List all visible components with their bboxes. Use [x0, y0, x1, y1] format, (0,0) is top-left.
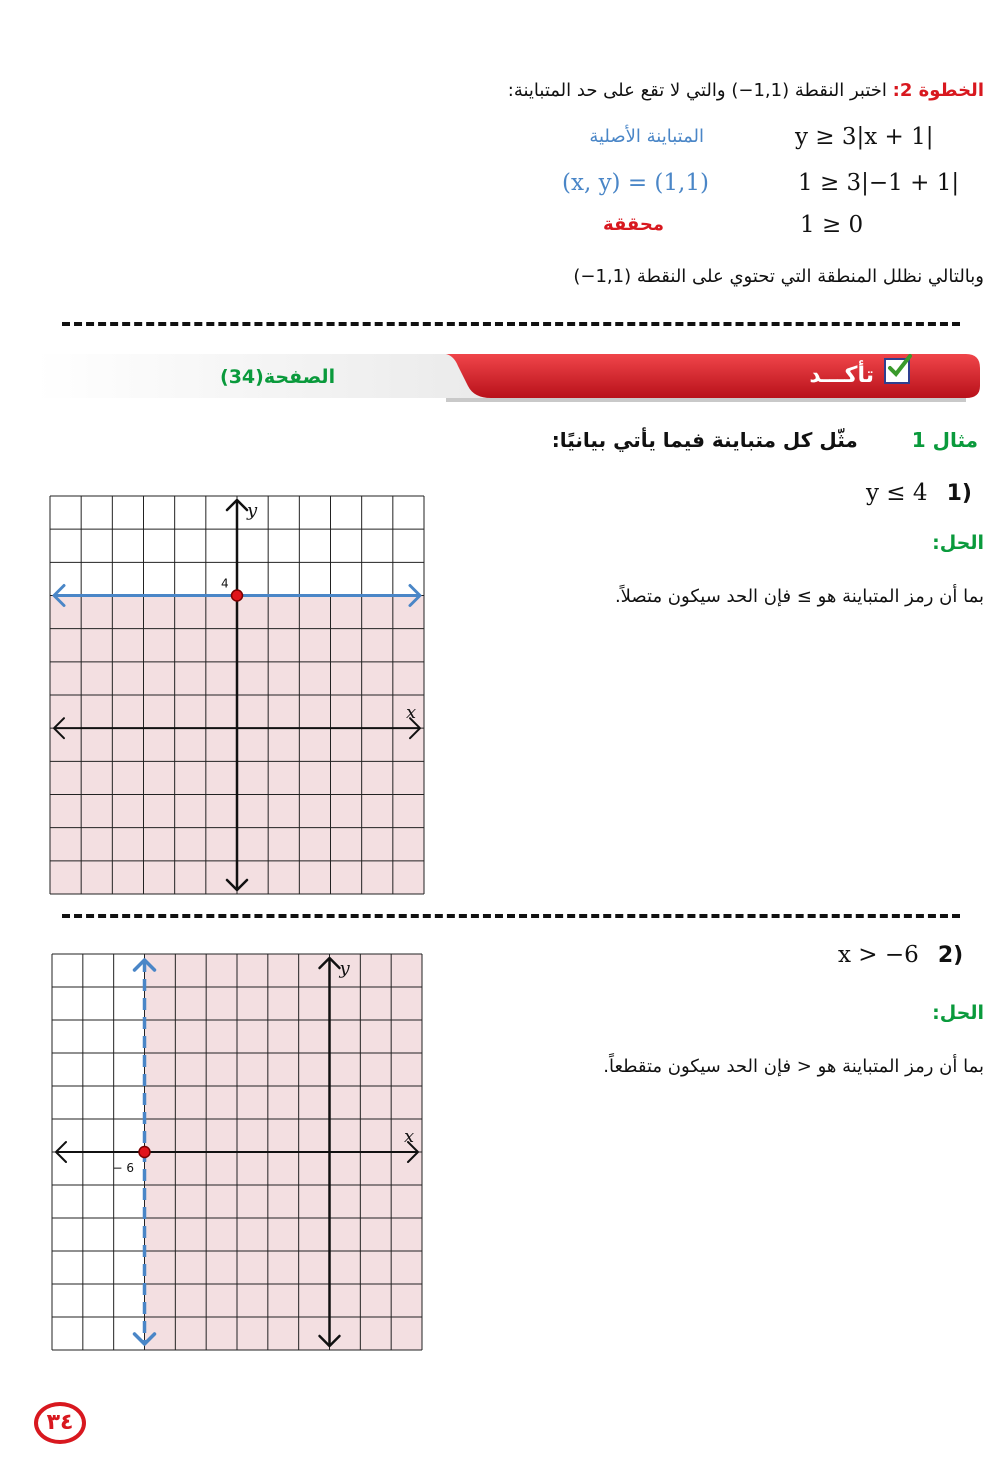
problem-2-explanation: بما أن رمز المتباينة هو < فإن الحد سيكون متقطعاً. [603, 1056, 984, 1077]
page-reference: الصفحة(34) [220, 366, 336, 388]
problem-2-number: 2) [937, 943, 964, 968]
dashed-separator-2 [62, 914, 960, 918]
x-axis-label: x [406, 702, 417, 724]
problem-1-explanation: بما أن رمز المتباينة هو ≥ فإن الحد سيكون متصلاً. [614, 586, 984, 607]
step2-text: اختبر النقطة (1,1−) والتي لا تقع على حد المتباينة: [507, 80, 887, 101]
problem-1-solution-label: الحل: [932, 532, 984, 554]
step2-conclusion: وبالتالي نظلل المنطقة التي تحتوي على النقطة (1,1−) [573, 266, 984, 287]
checkbox-icon [884, 358, 910, 384]
y-axis-label: y [247, 500, 258, 521]
original-inequality-note: المتباينة الأصلية [589, 126, 704, 147]
simplified-inequality: 1 ≥ 0 [800, 212, 864, 238]
tick-label: − 6 [112, 1161, 135, 1175]
y-axis-label: y [339, 958, 350, 979]
tick-label: 4 [221, 576, 229, 591]
test-point: (x, y) = (1,1) [562, 170, 709, 196]
step2-line [508, 80, 984, 101]
page-number-badge [34, 1402, 86, 1444]
problem-2-inequality: x > −6 [838, 942, 919, 968]
example-label: مثال 1 [911, 428, 978, 452]
problem-1-number: 1) [946, 481, 972, 506]
banner-title: تأكـــد [809, 363, 874, 388]
original-inequality: y ≥ 3|x + 1| [795, 124, 934, 150]
example-instruction: مثّل كل متباينة فيما يأتي بيانيًا: [551, 428, 858, 452]
verified-label: محققة [603, 214, 664, 235]
x-axis-label: x [404, 1126, 415, 1147]
substituted-expression: 1 ≥ 3|−1 + 1| [798, 170, 960, 196]
boundary-point [139, 1147, 150, 1158]
substituted-inequality [798, 170, 959, 196]
example-heading [552, 428, 978, 452]
graph-x-gt-neg6 [50, 952, 424, 1352]
problem-1-heading [866, 480, 972, 506]
step2-label: الخطوة 2: [892, 80, 984, 101]
problem-1-inequality: y ≤ 4 [866, 480, 928, 506]
boundary-point [232, 590, 243, 601]
page-number: ٣٤ [46, 1410, 74, 1435]
graph-y-le-4 [48, 494, 426, 896]
dashed-separator [62, 322, 960, 326]
problem-2-solution-label: الحل: [932, 1002, 984, 1024]
problem-2-heading [838, 942, 963, 968]
